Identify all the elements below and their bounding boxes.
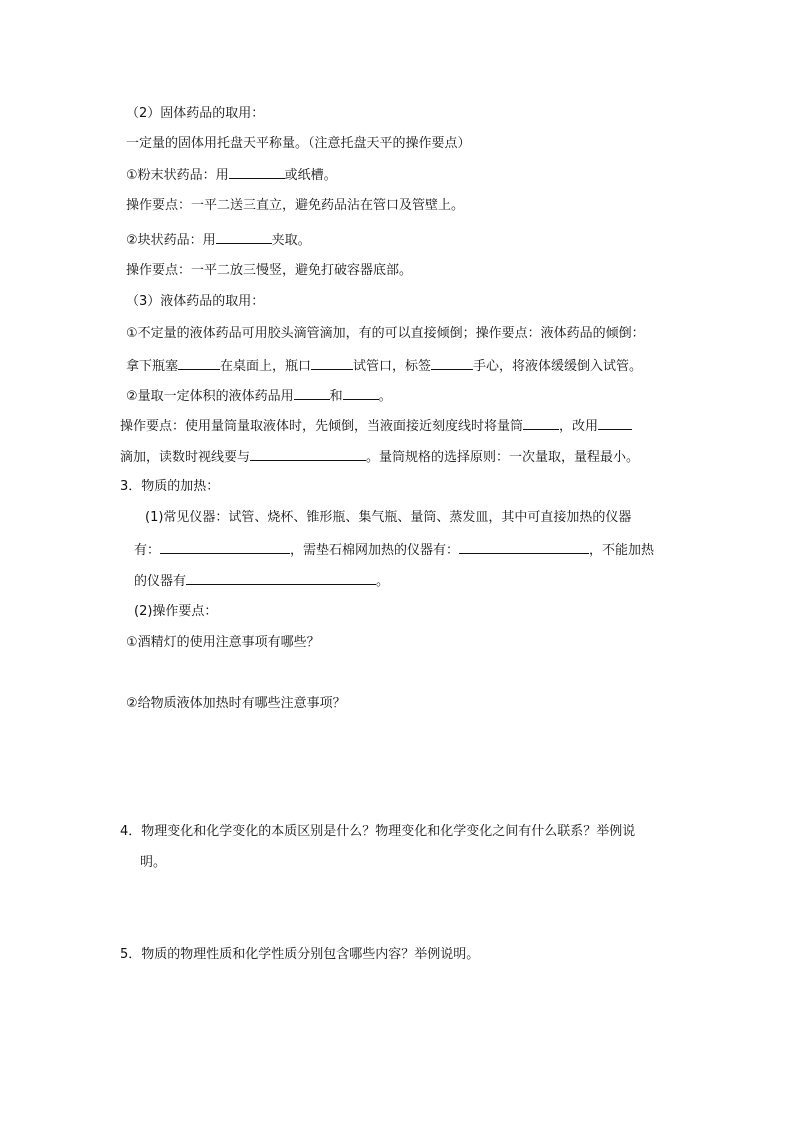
reading-text-b: 。量筒规格的选择原则：一次量取，量程最小。	[366, 450, 640, 465]
block-tip: 操作要点：一平二放三慢竖，避免打破容器底部。	[126, 263, 413, 278]
block-post: 夹取。	[271, 233, 311, 248]
liquid-heading: （3）液体药品的取用：	[126, 294, 265, 309]
no-heat-blank[interactable]	[186, 570, 376, 585]
no-heat-end: 。	[376, 574, 390, 589]
liquid-line5	[120, 446, 639, 468]
heating-q1: ①酒精灯的使用注意事项有哪些？	[126, 635, 320, 650]
heating-line1: (1)常见仪器：试管、烧杯、锥形瓶、集气瓶、量筒、蒸发皿，其中可直接加热的仪器	[145, 510, 632, 525]
pour-text-a: 拿下瓶塞	[126, 359, 179, 374]
q4-line2: 明。	[140, 855, 167, 870]
powder-post: 或纸槽。	[284, 168, 337, 183]
q4-line1: 4．物理变化和化学变化的本质区别是什么？物理变化和化学变化之间有什么联系？举例说	[120, 824, 636, 839]
powder-pre: ①粉末状药品：用	[126, 168, 229, 183]
heating-heading: 3．物质的加热：	[120, 479, 220, 494]
stopper-blank[interactable]	[178, 355, 220, 370]
powder-tip: 操作要点：一平二送三直立，避免药品沾在管口及管壁上。	[126, 198, 465, 213]
no-heat-text: 的仪器有	[134, 574, 187, 589]
measure-text-a: ②量取一定体积的液体药品用	[126, 389, 294, 404]
measure-blank-1[interactable]	[294, 385, 330, 400]
dropper-blank[interactable]	[598, 415, 632, 430]
block-blank[interactable]	[216, 229, 272, 244]
pour-text-d: 手心，将液体缓缓倒入试管。	[473, 359, 643, 374]
sightline-blank[interactable]	[250, 446, 366, 461]
no-heat-label: ，不能加热	[589, 543, 655, 558]
gauze-heat-blank[interactable]	[459, 539, 589, 554]
cylinder-text-b: ，改用	[559, 419, 599, 434]
gauze-heat-label: ，需垫石棉网加热的仪器有：	[290, 543, 460, 558]
liquid-line4	[120, 415, 632, 437]
mouth-blank[interactable]	[311, 355, 353, 370]
heating-q2: ②给物质液体加热时有哪些注意事项？	[126, 696, 346, 711]
liquid-line3	[126, 385, 392, 407]
powder-line	[126, 164, 337, 186]
heating-line2	[134, 539, 654, 561]
cylinder-text-a: 操作要点：使用量筒量取液体时，先倾倒，当液面接近刻度线时将量筒	[120, 419, 524, 434]
pour-text-c: 试管口，标签	[353, 359, 432, 374]
solid-intro: 一定量的固体用托盘天平称量。（注意托盘天平的操作要点）	[126, 136, 471, 151]
liquid-line1: ①不定量的液体药品可用胶头滴管滴加，有的可以直接倾倒；操作要点：液体药品的倾倒：	[126, 326, 645, 341]
powder-blank[interactable]	[229, 164, 285, 179]
block-pre: ②块状药品：用	[126, 233, 216, 248]
measure-blank-2[interactable]	[343, 385, 379, 400]
block-line	[126, 229, 311, 251]
heating-line3	[134, 570, 389, 592]
direct-heat-label: 有：	[134, 543, 161, 558]
q5-line1: 5．物质的物理性质和化学性质分别包含哪些内容？举例说明。	[120, 947, 480, 962]
measure-text-c: 。	[378, 389, 392, 404]
direct-heat-blank[interactable]	[160, 539, 290, 554]
cylinder-blank[interactable]	[523, 415, 559, 430]
measure-text-b: 和	[329, 389, 343, 404]
reading-text-a: 滴加，读数时视线要与	[120, 450, 251, 465]
solid-heading: （2）固体药品的取用：	[126, 106, 265, 121]
label-blank[interactable]	[431, 355, 473, 370]
heating-sub-heading: (2)操作要点：	[134, 604, 218, 619]
pour-text-b: 在桌面上，瓶口	[220, 359, 312, 374]
liquid-line2	[126, 355, 642, 377]
